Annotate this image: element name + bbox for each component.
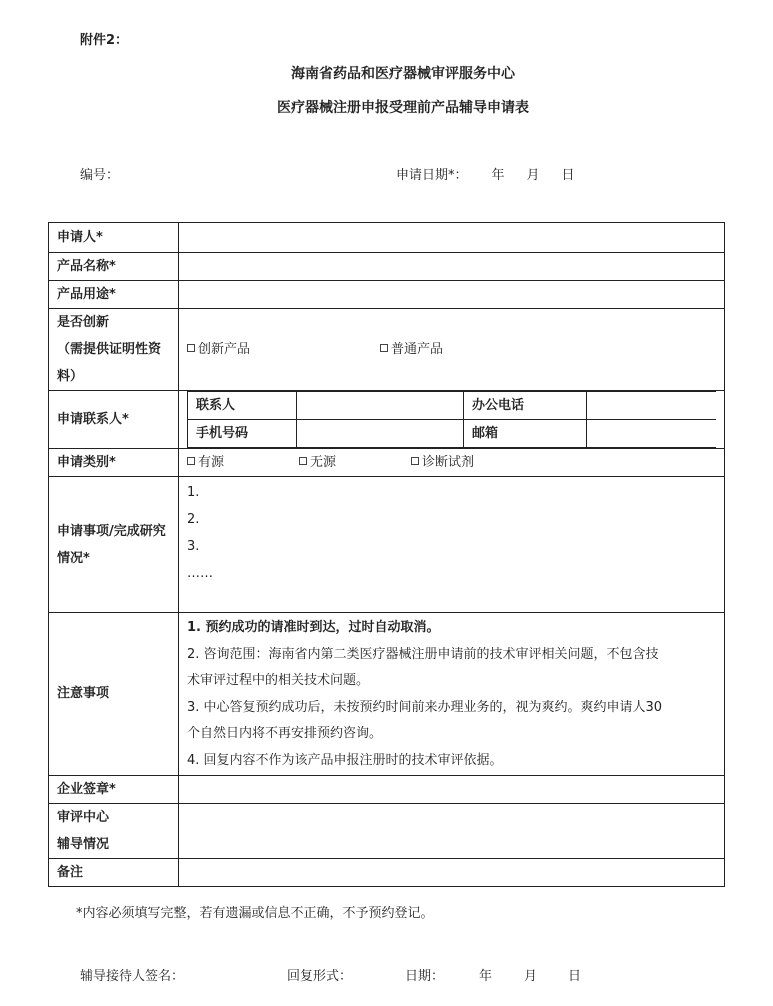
innovative-option[interactable]: 创新产品 [187,341,380,359]
mobile-field[interactable] [297,420,464,448]
signature-row [80,965,581,984]
checkbox-icon [411,457,419,465]
list-item: 3. [187,539,200,554]
serial-number-label: 编号： [80,168,120,183]
notes-label: 注意事项 [49,613,179,776]
seal-field[interactable] [179,776,725,804]
checkbox-icon [187,457,195,465]
sign-date-label: 日期： [405,969,445,984]
note-item: 3. 中心答复预约成功后，未按预约时间前来办理业务的，视为爽约。爽约申请人30 [187,699,663,715]
attachment-label: 附件2： [80,33,129,48]
product-use-label: 产品用途* [49,281,179,309]
footer-note: *内容必须填写完整，若有遗漏或信息不正确，不予预约登记。 [76,906,434,921]
contact-person-label: 联系人 [188,392,297,420]
remarks-field[interactable] [179,859,725,887]
note-item: 术审评过程中的相关技术问题。 [187,673,370,688]
sign-year-label: 年 [479,969,493,984]
note-item: 2. 咨询范围：海南省内第二类医疗器械注册申请前的技术审评相关问题，不包含技 [187,646,659,662]
application-date-label: 申请日期*： [396,168,468,183]
mobile-label: 手机号码 [188,420,297,448]
review-field[interactable] [179,804,725,859]
product-name-field[interactable] [179,253,725,281]
form-title: 医疗器械注册申报受理前产品辅导申请表 [277,100,529,116]
seal-label: 企业签章* [49,776,179,804]
office-phone-field[interactable] [587,392,717,420]
year-label: 年 [491,168,505,183]
note-item: 1. 预约成功的请准时到达，过时自动取消。 [187,620,440,635]
innovation-label: 是否创新 （需提供证明性资料） [49,309,179,391]
product-name-label: 产品名称* [49,253,179,281]
contact-person-field[interactable] [297,392,464,420]
day-label: 日 [561,168,575,183]
note-item: 4. 回复内容不作为该产品申报注册时的技术审评依据。 [187,752,503,768]
email-field[interactable] [587,420,717,448]
list-item: 2. [187,512,200,527]
sign-month-label: 月 [524,969,538,984]
category-options [179,449,725,477]
applicant-field[interactable] [179,223,725,253]
receiver-signature-label: 辅导接待人签名： [80,969,185,984]
list-item: 1. [187,485,200,500]
innovation-options [179,309,725,391]
notes-content [179,613,725,776]
application-form-table [48,222,725,887]
checkbox-icon [380,344,388,352]
email-label: 邮箱 [464,420,587,448]
matters-field[interactable] [179,477,725,613]
review-label: 审评中心 辅导情况 [49,804,179,859]
checkbox-icon [299,457,307,465]
org-title: 海南省药品和医疗器械审评服务中心 [291,66,515,82]
matters-label: 申请事项/完成研究情况* [49,477,179,613]
note-item: 个自然日内将不再安排预约咨询。 [187,726,383,741]
checkbox-icon [187,344,195,352]
remarks-label: 备注 [49,859,179,887]
applicant-label: 申请人* [49,223,179,253]
ordinary-option[interactable]: 普通产品 [380,341,443,359]
list-item: …… [187,566,213,581]
category-label: 申请类别* [49,449,179,477]
passive-option[interactable]: 无源 [299,454,411,472]
sign-day-label: 日 [568,969,582,984]
product-use-field[interactable] [179,281,725,309]
month-label: 月 [526,168,540,183]
application-date [396,164,575,183]
active-option[interactable]: 有源 [187,454,299,472]
office-phone-label: 办公电话 [464,392,587,420]
contact-label: 申请联系人* [49,391,179,449]
diagnostic-reagent-option[interactable]: 诊断试剂 [411,454,474,472]
reply-form-label: 回复形式： [287,969,353,984]
contact-grid [179,391,725,449]
